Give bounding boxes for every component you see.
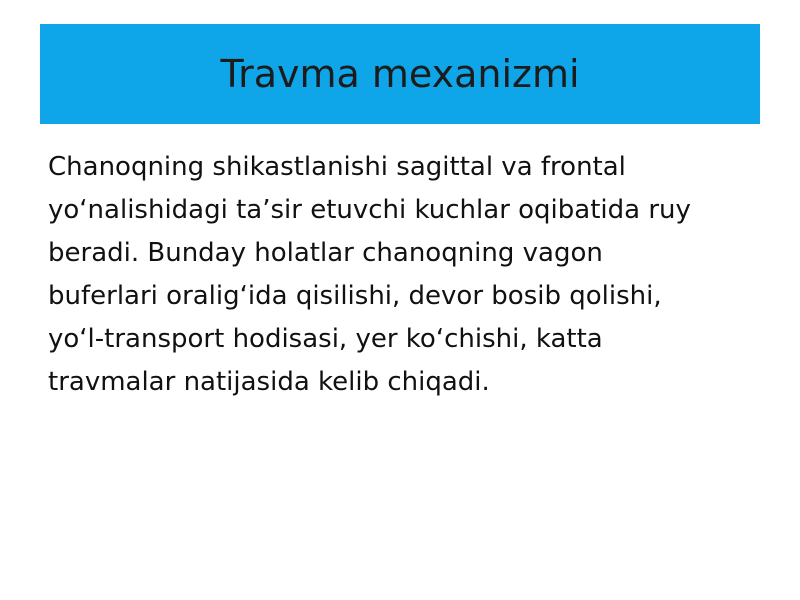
- body-line: Chanoqning shikastlanishi sagittal va frontal: [48, 152, 626, 182]
- body-line: buferlari oralig‘ida qisilishi, devor bosib qolishi,: [48, 281, 662, 311]
- body-line: travmalar natijasida kelib chiqadi.: [48, 367, 490, 397]
- title-bar: [40, 24, 760, 124]
- body-line: beradi. Bunday holatlar chanoqning vagon: [48, 238, 603, 268]
- body-line: yo‘nalishidagi ta’sir etuvchi kuchlar oqibatida ruy: [48, 195, 691, 225]
- body-line: yo‘l-transport hodisasi, yer ko‘chishi, katta: [48, 324, 603, 354]
- slide-body: [48, 146, 764, 404]
- slide-title: Travma mexanizmi: [220, 52, 580, 96]
